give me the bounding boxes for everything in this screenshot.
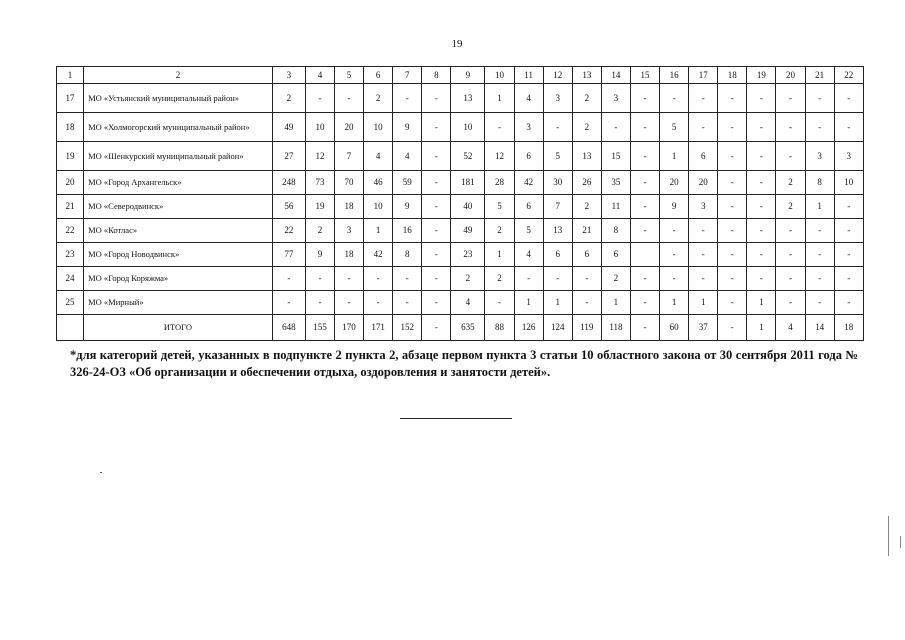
total-value-cell: 1 xyxy=(747,315,776,341)
value-cell: - xyxy=(689,113,718,142)
value-cell: - xyxy=(747,142,776,171)
value-cell: - xyxy=(630,195,659,219)
value-cell: 8 xyxy=(601,219,630,243)
column-header: 1 xyxy=(57,67,84,84)
footnote: *для категорий детей, указанных в подпункте 2 пункта 2, абзаце первом пункта 3 статьи 10 областного закона от 30 сентября 2011 года № 326-24-ОЗ «Об организации и обеспечении отдыха, оздоровления и занятости детей». xyxy=(70,348,858,379)
table-row xyxy=(57,171,864,195)
value-cell: 2 xyxy=(572,195,601,219)
value-cell: 4 xyxy=(451,291,485,315)
value-cell: - xyxy=(485,113,514,142)
value-cell: - xyxy=(747,267,776,291)
value-cell: - xyxy=(334,291,363,315)
value-cell: 1 xyxy=(364,219,393,243)
total-value-cell: 124 xyxy=(543,315,572,341)
value-cell: 5 xyxy=(514,219,543,243)
value-cell: - xyxy=(776,142,805,171)
value-cell: - xyxy=(422,219,451,243)
value-cell: 4 xyxy=(514,243,543,267)
value-cell: - xyxy=(776,219,805,243)
value-cell: 1 xyxy=(514,291,543,315)
value-cell: - xyxy=(718,243,747,267)
total-value-cell: 18 xyxy=(834,315,863,341)
value-cell: - xyxy=(834,84,863,113)
table-row xyxy=(57,219,864,243)
value-cell: - xyxy=(718,291,747,315)
value-cell: 12 xyxy=(305,142,334,171)
value-cell: 1 xyxy=(660,142,689,171)
value-cell: 18 xyxy=(334,195,363,219)
value-cell: 10 xyxy=(305,113,334,142)
municipality-name: МО «Город Коряжма» xyxy=(84,267,273,291)
value-cell: 2 xyxy=(572,113,601,142)
total-value-cell: 171 xyxy=(364,315,393,341)
value-cell: 1 xyxy=(601,291,630,315)
value-cell: 19 xyxy=(305,195,334,219)
statistics-table xyxy=(56,66,864,341)
value-cell: - xyxy=(747,84,776,113)
divider-line xyxy=(400,418,512,419)
column-header: 21 xyxy=(805,67,834,84)
value-cell: 16 xyxy=(393,219,422,243)
value-cell: 10 xyxy=(364,113,393,142)
value-cell: 9 xyxy=(660,195,689,219)
value-cell: 4 xyxy=(393,142,422,171)
value-cell: - xyxy=(630,142,659,171)
total-value-cell: 60 xyxy=(660,315,689,341)
column-header: 5 xyxy=(334,67,363,84)
value-cell: - xyxy=(689,219,718,243)
municipality-name: МО «Мирный» xyxy=(84,291,273,315)
value-cell: - xyxy=(776,84,805,113)
value-cell: 6 xyxy=(601,243,630,267)
value-cell: 181 xyxy=(451,171,485,195)
value-cell: 4 xyxy=(514,84,543,113)
table-row xyxy=(57,142,864,171)
value-cell: - xyxy=(630,267,659,291)
value-cell: 49 xyxy=(451,219,485,243)
value-cell: - xyxy=(834,291,863,315)
value-cell: - xyxy=(834,113,863,142)
value-cell: 12 xyxy=(485,142,514,171)
value-cell: 2 xyxy=(364,84,393,113)
value-cell: - xyxy=(543,267,572,291)
total-value-cell: 170 xyxy=(334,315,363,341)
total-value-cell: - xyxy=(630,315,659,341)
value-cell: - xyxy=(660,219,689,243)
municipality-name: МО «Город Новодвинск» xyxy=(84,243,273,267)
value-cell: - xyxy=(630,113,659,142)
row-number: 21 xyxy=(57,195,84,219)
value-cell: - xyxy=(422,171,451,195)
value-cell: 5 xyxy=(660,113,689,142)
value-cell: 9 xyxy=(393,113,422,142)
value-cell: 2 xyxy=(272,84,305,113)
value-cell: 21 xyxy=(572,219,601,243)
value-cell: - xyxy=(334,84,363,113)
municipality-name: МО «Устьянский муниципальный район» xyxy=(84,84,273,113)
value-cell: 42 xyxy=(514,171,543,195)
value-cell: - xyxy=(805,84,834,113)
value-cell: 1 xyxy=(485,84,514,113)
total-value-cell: 14 xyxy=(805,315,834,341)
value-cell: 42 xyxy=(364,243,393,267)
value-cell xyxy=(630,243,659,267)
value-cell: - xyxy=(805,267,834,291)
value-cell: 13 xyxy=(543,219,572,243)
value-cell: - xyxy=(422,243,451,267)
value-cell: 28 xyxy=(485,171,514,195)
value-cell: - xyxy=(422,84,451,113)
total-value-cell: - xyxy=(422,315,451,341)
row-number: 22 xyxy=(57,219,84,243)
value-cell: 27 xyxy=(272,142,305,171)
value-cell: 3 xyxy=(805,142,834,171)
total-value-cell: 118 xyxy=(601,315,630,341)
value-cell: - xyxy=(364,267,393,291)
value-cell: 20 xyxy=(660,171,689,195)
value-cell: - xyxy=(364,291,393,315)
value-cell: - xyxy=(689,267,718,291)
column-header: 3 xyxy=(272,67,305,84)
value-cell: 77 xyxy=(272,243,305,267)
value-cell: - xyxy=(747,195,776,219)
total-value-cell: 119 xyxy=(572,315,601,341)
value-cell: 3 xyxy=(689,195,718,219)
value-cell: - xyxy=(543,113,572,142)
table-row xyxy=(57,113,864,142)
row-number: 19 xyxy=(57,142,84,171)
value-cell: - xyxy=(305,84,334,113)
value-cell: - xyxy=(272,267,305,291)
total-label: ИТОГО xyxy=(84,315,273,341)
column-header: 9 xyxy=(451,67,485,84)
value-cell: - xyxy=(422,142,451,171)
row-number: 20 xyxy=(57,171,84,195)
value-cell: 2 xyxy=(776,171,805,195)
column-header: 14 xyxy=(601,67,630,84)
value-cell: 30 xyxy=(543,171,572,195)
value-cell: 5 xyxy=(543,142,572,171)
value-cell: 1 xyxy=(543,291,572,315)
value-cell: 15 xyxy=(601,142,630,171)
value-cell: 35 xyxy=(601,171,630,195)
value-cell: - xyxy=(776,243,805,267)
value-cell: 13 xyxy=(572,142,601,171)
value-cell: 2 xyxy=(485,219,514,243)
value-cell: - xyxy=(718,219,747,243)
value-cell: - xyxy=(630,84,659,113)
table-row xyxy=(57,195,864,219)
row-number: 18 xyxy=(57,113,84,142)
value-cell: 10 xyxy=(451,113,485,142)
value-cell: - xyxy=(805,291,834,315)
page-number: 19 xyxy=(451,38,463,50)
value-cell: 10 xyxy=(364,195,393,219)
value-cell: 3 xyxy=(834,142,863,171)
value-cell: 6 xyxy=(689,142,718,171)
value-cell: 1 xyxy=(805,195,834,219)
row-number: 23 xyxy=(57,243,84,267)
column-header: 22 xyxy=(834,67,863,84)
value-cell: 18 xyxy=(334,243,363,267)
value-cell: 9 xyxy=(393,195,422,219)
value-cell: - xyxy=(630,171,659,195)
column-header: 4 xyxy=(305,67,334,84)
value-cell: 73 xyxy=(305,171,334,195)
value-cell: - xyxy=(305,267,334,291)
value-cell: 7 xyxy=(543,195,572,219)
column-header: 7 xyxy=(393,67,422,84)
value-cell: - xyxy=(776,291,805,315)
value-cell: 2 xyxy=(451,267,485,291)
value-cell: 49 xyxy=(272,113,305,142)
total-value-cell: 37 xyxy=(689,315,718,341)
value-cell: 3 xyxy=(601,84,630,113)
value-cell: - xyxy=(689,243,718,267)
value-cell: - xyxy=(718,142,747,171)
scan-mark xyxy=(888,516,889,556)
value-cell: - xyxy=(572,267,601,291)
value-cell: 1 xyxy=(747,291,776,315)
municipality-name: МО «Город Архангельск» xyxy=(84,171,273,195)
value-cell: - xyxy=(422,113,451,142)
value-cell: - xyxy=(485,291,514,315)
value-cell: - xyxy=(834,219,863,243)
value-cell: 6 xyxy=(514,142,543,171)
value-cell: - xyxy=(514,267,543,291)
total-value-cell: 152 xyxy=(393,315,422,341)
column-header: 2 xyxy=(84,67,273,84)
column-header: 11 xyxy=(514,67,543,84)
value-cell: 56 xyxy=(272,195,305,219)
value-cell: - xyxy=(805,219,834,243)
total-value-cell: 648 xyxy=(272,315,305,341)
row-number: 25 xyxy=(57,291,84,315)
value-cell: 2 xyxy=(305,219,334,243)
value-cell: - xyxy=(422,291,451,315)
empty-cell xyxy=(57,315,84,341)
column-header: 20 xyxy=(776,67,805,84)
value-cell: - xyxy=(660,267,689,291)
municipality-name: МО «Шенкурский муниципальный район» xyxy=(84,142,273,171)
value-cell: 13 xyxy=(451,84,485,113)
value-cell: 3 xyxy=(543,84,572,113)
value-cell: 52 xyxy=(451,142,485,171)
value-cell: - xyxy=(747,171,776,195)
value-cell: - xyxy=(630,219,659,243)
value-cell: 7 xyxy=(334,142,363,171)
value-cell: 4 xyxy=(364,142,393,171)
total-row xyxy=(57,315,864,341)
value-cell: - xyxy=(834,195,863,219)
value-cell: - xyxy=(776,267,805,291)
value-cell: 20 xyxy=(689,171,718,195)
value-cell: - xyxy=(718,84,747,113)
value-cell: - xyxy=(305,291,334,315)
table-row xyxy=(57,243,864,267)
value-cell: - xyxy=(805,113,834,142)
value-cell: 6 xyxy=(572,243,601,267)
value-cell: 59 xyxy=(393,171,422,195)
value-cell: 20 xyxy=(334,113,363,142)
value-cell: 40 xyxy=(451,195,485,219)
value-cell: - xyxy=(718,171,747,195)
value-cell: - xyxy=(747,113,776,142)
value-cell: 6 xyxy=(514,195,543,219)
total-value-cell: 635 xyxy=(451,315,485,341)
total-value-cell: 88 xyxy=(485,315,514,341)
value-cell: 3 xyxy=(334,219,363,243)
column-header: 18 xyxy=(718,67,747,84)
total-value-cell: 155 xyxy=(305,315,334,341)
value-cell: - xyxy=(601,113,630,142)
value-cell: 26 xyxy=(572,171,601,195)
value-cell: 23 xyxy=(451,243,485,267)
value-cell: 10 xyxy=(834,171,863,195)
value-cell: 2 xyxy=(601,267,630,291)
value-cell: 1 xyxy=(689,291,718,315)
value-cell: - xyxy=(572,291,601,315)
value-cell: - xyxy=(834,243,863,267)
value-cell: - xyxy=(834,267,863,291)
value-cell: - xyxy=(272,291,305,315)
value-cell: - xyxy=(630,291,659,315)
table-row xyxy=(57,267,864,291)
column-header: 10 xyxy=(485,67,514,84)
value-cell: 2 xyxy=(572,84,601,113)
value-cell: - xyxy=(422,195,451,219)
row-number: 17 xyxy=(57,84,84,113)
value-cell: 2 xyxy=(776,195,805,219)
municipality-name: МО «Котлас» xyxy=(84,219,273,243)
column-header: 16 xyxy=(660,67,689,84)
total-value-cell: 126 xyxy=(514,315,543,341)
value-cell: - xyxy=(393,267,422,291)
scan-mark xyxy=(900,536,901,548)
value-cell: - xyxy=(805,243,834,267)
value-cell: 248 xyxy=(272,171,305,195)
column-header: 15 xyxy=(630,67,659,84)
value-cell: - xyxy=(718,195,747,219)
value-cell: - xyxy=(718,267,747,291)
column-header: 8 xyxy=(422,67,451,84)
column-header: 12 xyxy=(543,67,572,84)
value-cell: 70 xyxy=(334,171,363,195)
municipality-name: МО «Холмогорский муниципальный район» xyxy=(84,113,273,142)
column-header: 13 xyxy=(572,67,601,84)
value-cell: 2 xyxy=(485,267,514,291)
value-cell: - xyxy=(776,113,805,142)
value-cell: - xyxy=(334,267,363,291)
value-cell: - xyxy=(393,291,422,315)
value-cell: - xyxy=(689,84,718,113)
value-cell: 8 xyxy=(393,243,422,267)
total-value-cell: 4 xyxy=(776,315,805,341)
row-number: 24 xyxy=(57,267,84,291)
value-cell: - xyxy=(747,219,776,243)
value-cell: 46 xyxy=(364,171,393,195)
value-cell: 9 xyxy=(305,243,334,267)
value-cell: 1 xyxy=(660,291,689,315)
municipality-name: МО «Северодвинск» xyxy=(84,195,273,219)
value-cell: 1 xyxy=(485,243,514,267)
value-cell: 3 xyxy=(514,113,543,142)
scan-mark xyxy=(100,472,102,473)
header-row xyxy=(57,67,864,84)
value-cell: - xyxy=(747,243,776,267)
table-row xyxy=(57,84,864,113)
column-header: 6 xyxy=(364,67,393,84)
value-cell: - xyxy=(393,84,422,113)
value-cell: - xyxy=(718,113,747,142)
value-cell: 22 xyxy=(272,219,305,243)
value-cell: - xyxy=(660,243,689,267)
column-header: 17 xyxy=(689,67,718,84)
value-cell: 8 xyxy=(805,171,834,195)
value-cell: 6 xyxy=(543,243,572,267)
table-row xyxy=(57,291,864,315)
value-cell: 5 xyxy=(485,195,514,219)
value-cell: - xyxy=(660,84,689,113)
value-cell: - xyxy=(422,267,451,291)
value-cell: 11 xyxy=(601,195,630,219)
column-header: 19 xyxy=(747,67,776,84)
total-value-cell: - xyxy=(718,315,747,341)
